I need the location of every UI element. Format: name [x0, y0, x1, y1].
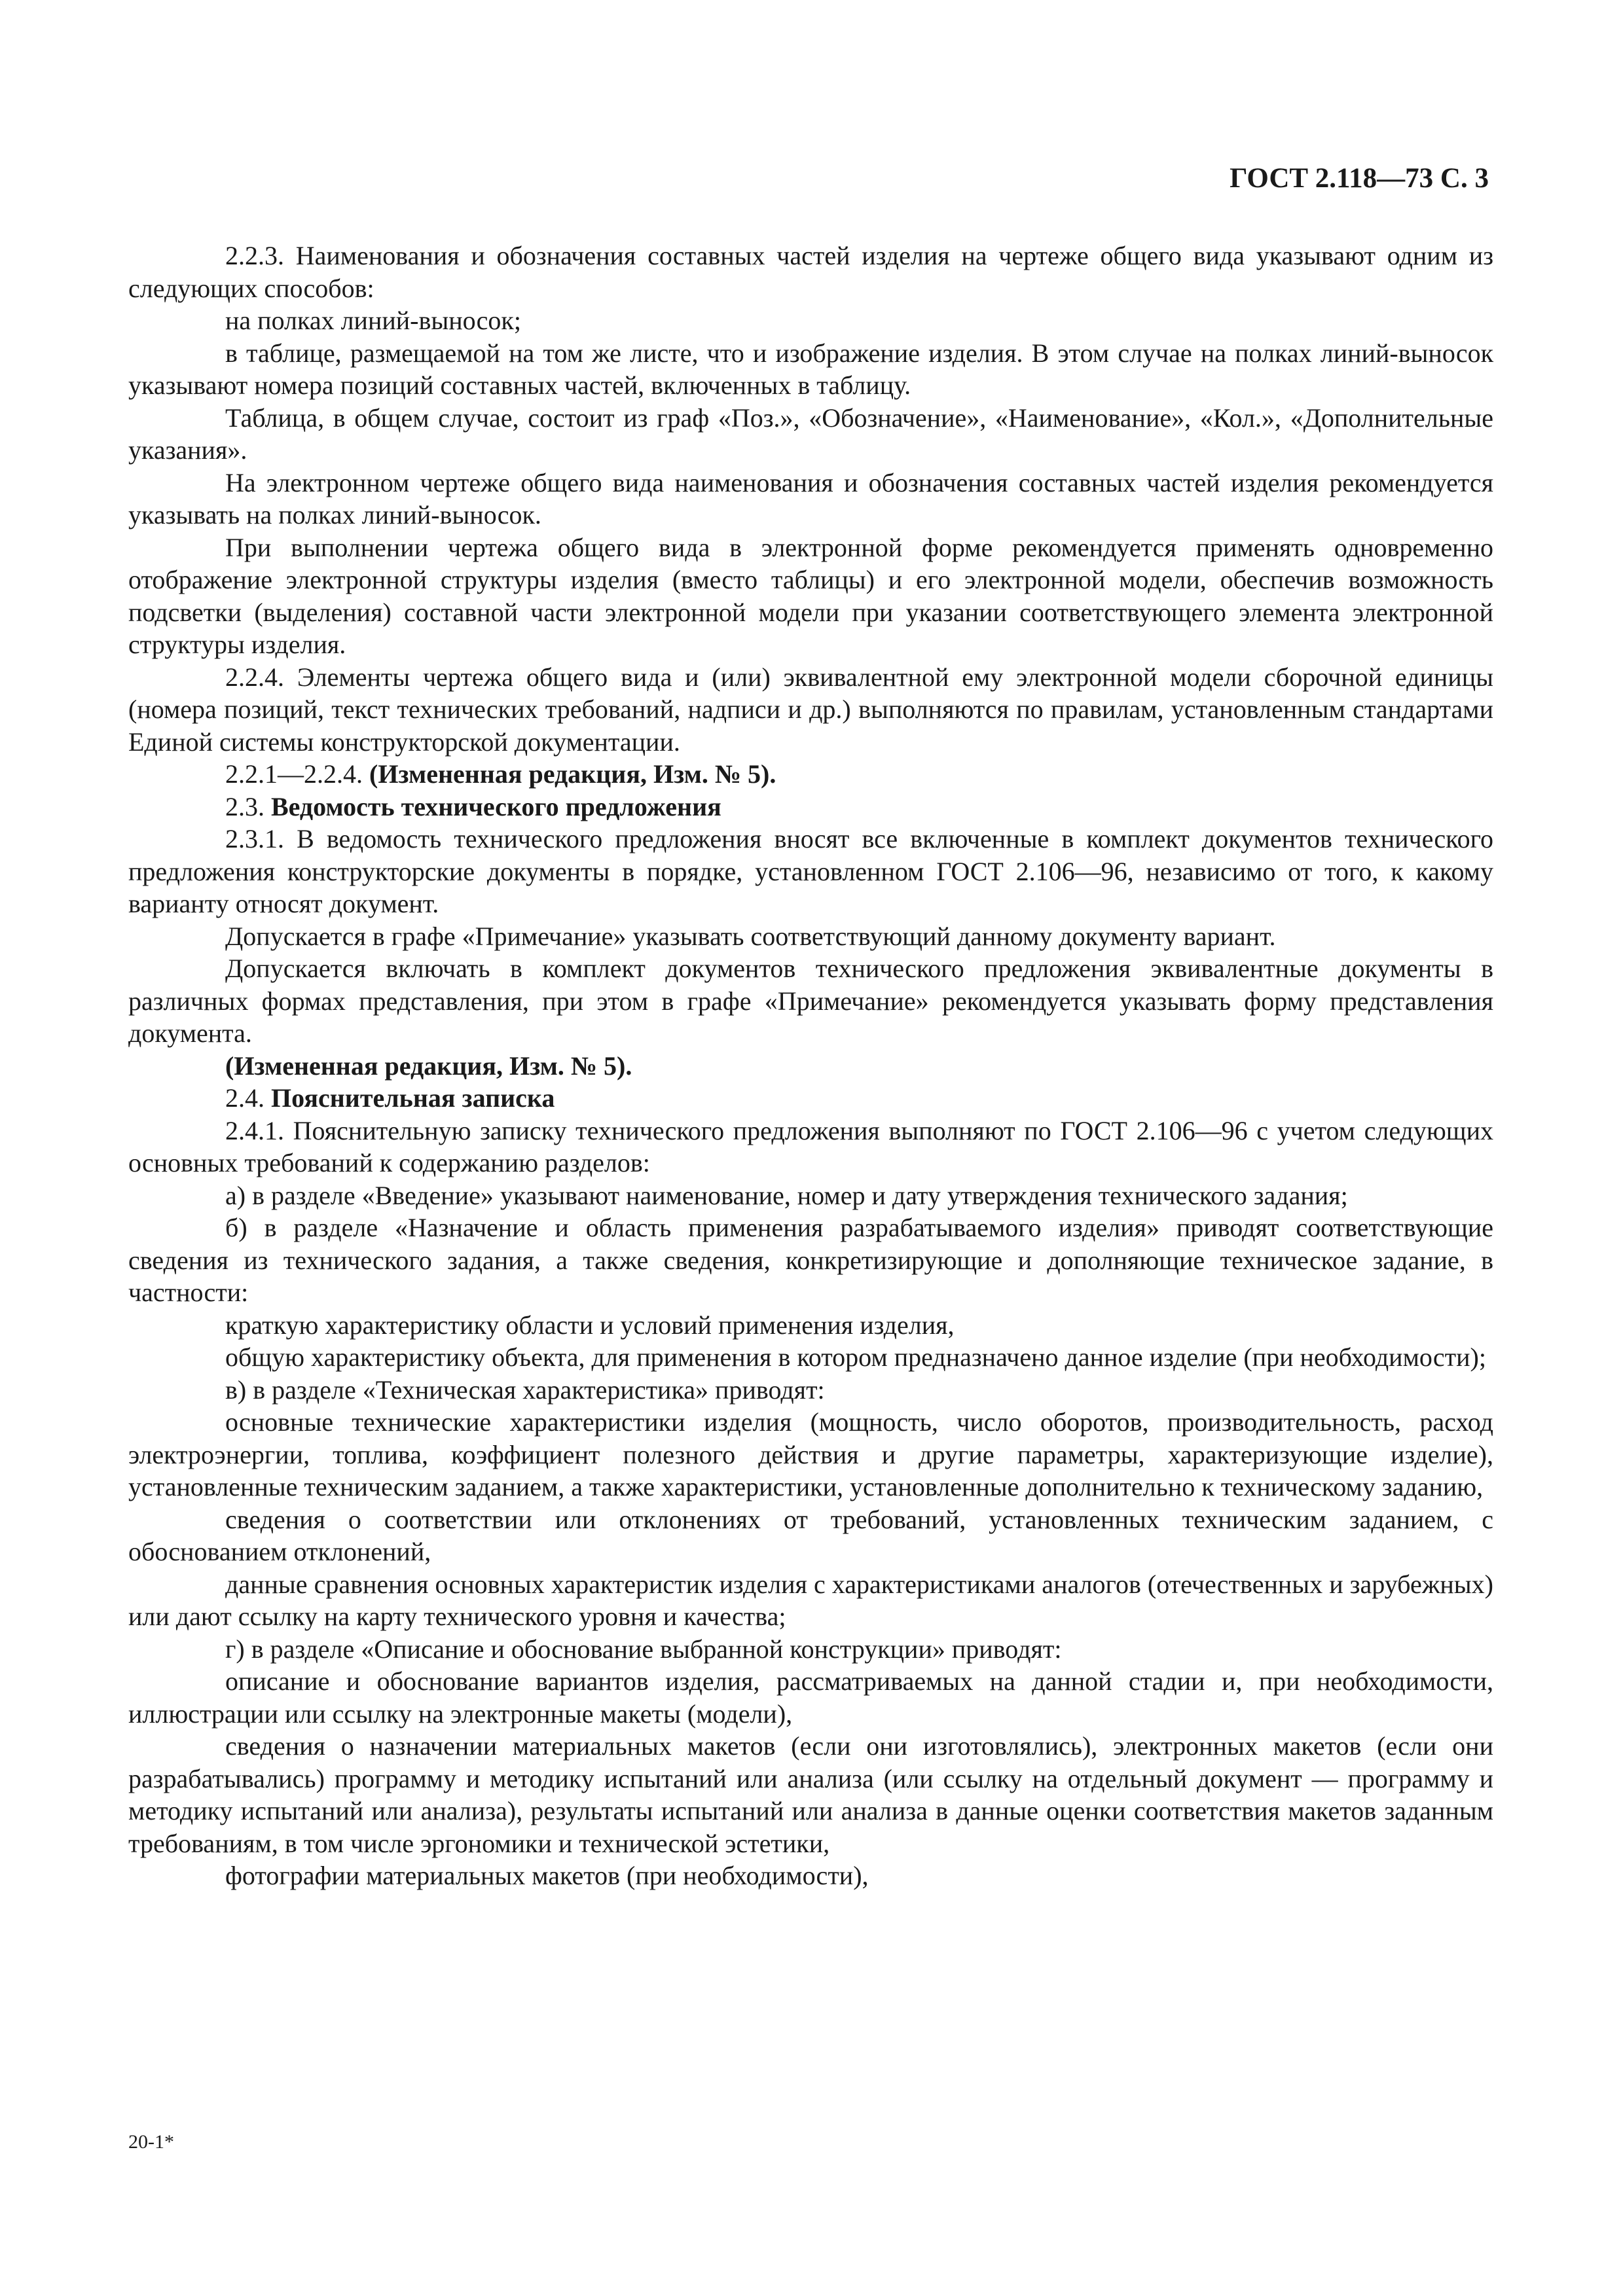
paragraph-text: фотографии материальных макетов (при необходимости),: [225, 1861, 869, 1890]
paragraph-text: 2.4.1. Пояснительную записку технического предложения выполняют по ГОСТ 2.106—96 с учетом следующих основных требований к содержанию разделов:: [128, 1115, 1493, 1177]
paragraph: [128, 1211, 1493, 1309]
amendment-label: (Измененная редакция, Изм. № 5).: [369, 759, 776, 789]
paragraph: [128, 1633, 1493, 1666]
paragraph: [128, 1568, 1493, 1633]
paragraph-text: в) в разделе «Техническая характеристика» приводят:: [225, 1374, 825, 1405]
paragraph: [128, 1179, 1493, 1212]
paragraph-text: Допускается в графе «Примечание» указывать соответствующий данному документу вариант.: [225, 921, 1276, 951]
paragraph-text: 2.2.4. Элементы чертежа общего вида и (или) эквивалентной ему электронной модели сборочной единицы (номера позиций, текст технических требований, надписи и др.) выполняются по правилам, установленным стандартами Единой системы конструкторской документации.: [128, 662, 1493, 757]
amendment-label: (Измененная редакция, Изм. № 5).: [225, 1050, 632, 1081]
paragraph-text: на полках линий-выносок;: [225, 306, 521, 335]
paragraph-text: сведения о соответствии или отклонениях от требований, установленных техническим заданием, с обоснованием отклонений,: [128, 1504, 1493, 1566]
paragraph-text: б) в разделе «Назначение и область применения разрабатываемого изделия» приводят соответствующие сведения из технического задания, а также сведения, конкретизирующие и дополняющие техническое задание, в частности:: [128, 1213, 1493, 1307]
paragraph-text: При выполнении чертежа общего вида в электронной форме рекомендуется применять одновременно отображение электронной структуры изделия (вместо таблицы) и его электронной модели, обеспечив возможность подсветки (выделения) составной части электронной модели при указании соответствующего элемента электронной структуры изделия.: [128, 532, 1493, 659]
section-number: 2.3.: [225, 791, 271, 821]
section-number: 2.4.: [225, 1083, 271, 1113]
amendment-note: [128, 1050, 1493, 1083]
page-header: ГОСТ 2.118—73 С. 3: [1230, 163, 1489, 194]
paragraph: [128, 531, 1493, 661]
paragraph: [128, 1859, 1493, 1892]
paragraph: [128, 952, 1493, 1050]
section-title: Ведомость технического предложения: [271, 791, 721, 821]
paragraph: [128, 402, 1493, 467]
paragraph-text: Допускается включать в комплект документов технического предложения эквивалентные документы в различных формах представления, при этом в графе «Примечание» рекомендуется указывать форму представления документа.: [128, 954, 1493, 1048]
paragraph: [128, 1503, 1493, 1568]
paragraph-text: сведения о назначении материальных макетов (если они изготовлялись), электронных макетов (если они разрабатывались) программу и методику испытаний или анализа (или ссылку на отдельный документ — программу и методику испытаний или анализа), результаты испытаний или анализа в данные оценки соответствия макетов заданным требованиям, в том числе эргономики и технической эстетики,: [128, 1731, 1493, 1858]
paragraph: [128, 1309, 1493, 1342]
paragraph-text: данные сравнения основных характеристик изделия с характеристиками аналогов (отечественных и зарубежных) или дают ссылку на карту технического уровня и качества;: [128, 1569, 1493, 1631]
paragraph: [128, 1665, 1493, 1730]
paragraph-text: а) в разделе «Введение» указывают наименование, номер и дату утверждения технического задания;: [225, 1180, 1348, 1210]
page-footer-mark: 20-1*: [128, 2131, 174, 2153]
paragraph-text: г) в разделе «Описание и обоснование выбранной конструкции» приводят:: [225, 1634, 1062, 1664]
paragraph: [128, 823, 1493, 920]
paragraph-text: 2.3.1. В ведомость технического предложения вносят все включенные в комплект документов технического предложения конструкторские документы в порядке, установленном ГОСТ 2.106—96, независимо от того, к какому варианту относят документ.: [128, 824, 1493, 918]
paragraph-text: описание и обоснование вариантов изделия, рассматриваемых на данной стадии и, при необходимости, иллюстрации или ссылку на электронные макеты (модели),: [128, 1666, 1493, 1729]
document-body: [128, 240, 1493, 1892]
paragraph: [128, 1406, 1493, 1503]
paragraph-text: общую характеристику объекта, для применения в котором предназначено данное изделие (при необходимости);: [225, 1342, 1486, 1372]
paragraph-text: 2.2.3. Наименования и обозначения составных частей изделия на чертеже общего вида указывают одним из следующих способов:: [128, 241, 1493, 303]
paragraph: [128, 337, 1493, 402]
paragraph-text: в таблице, размещаемой на том же листе, что и изображение изделия. В этом случае на полках линий-выносок указывают номера позиций составных частей, включенных в таблицу.: [128, 338, 1493, 400]
paragraph-text: основные технические характеристики изделия (мощность, число оборотов, производительность, расход электроэнергии, топлива, коэффициент полезного действия и другие параметры, характеризующие изделие), установленные техническим заданием, а также характеристики, установленные дополнительно к техническому заданию,: [128, 1407, 1493, 1501]
section-heading: [128, 1082, 1493, 1115]
paragraph-text: Таблица, в общем случае, состоит из граф «Поз.», «Обозначение», «Наименование», «Кол.», «Дополнительные указания».: [128, 403, 1493, 465]
paragraph: [128, 1341, 1493, 1374]
paragraph: [128, 920, 1493, 953]
paragraph: [128, 1115, 1493, 1179]
amendment-note: [128, 758, 1493, 791]
paragraph-text: краткую характеристику области и условий применения изделия,: [225, 1310, 955, 1340]
section-heading: [128, 791, 1493, 823]
paragraph: [128, 1730, 1493, 1859]
paragraph: [128, 467, 1493, 531]
section-title: Пояснительная записка: [271, 1083, 555, 1113]
paragraph: [128, 304, 1493, 337]
paragraph-text: 2.2.1—2.2.4.: [225, 759, 369, 789]
paragraph: [128, 240, 1493, 304]
paragraph-text: На электронном чертеже общего вида наименования и обозначения составных частей изделия рекомендуется указывать на полках линий-выносок.: [128, 467, 1493, 529]
paragraph: [128, 1374, 1493, 1407]
paragraph: [128, 661, 1493, 759]
